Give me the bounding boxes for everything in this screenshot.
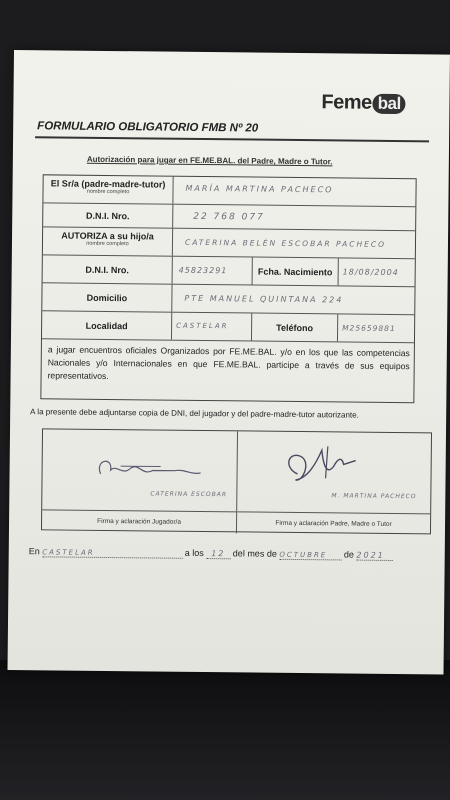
child-row [43, 227, 415, 259]
form-sheet [8, 50, 450, 675]
player-signature-icon [90, 446, 210, 487]
phone-value: M25659881 [342, 323, 396, 334]
guardian-name-value: MARÍA MARTINA PACHECO [185, 183, 334, 195]
authorization-paragraph: a jugar encuentros oficiales Organizados por FE.ME.BAL. y/o en los que las competencias Nacionales y/o Internacionales en que FE.ME.BAL. participe a través de sus equipos representativos. [47, 344, 410, 382]
de-label: de [343, 549, 354, 560]
player-printed-name: CATERINA ESCOBAR [150, 490, 228, 499]
dni-note: A la presente debe adjuntarse copia de DNI, del jugador y del padre-madre-tutor autorizante. [30, 407, 359, 420]
parent-signature-icon [277, 438, 368, 495]
month-value: OCTUBRE [279, 551, 341, 561]
guardian-label-cell [43, 175, 173, 203]
city-value-cell [172, 313, 252, 341]
signature-box [41, 428, 432, 534]
birth-value: 18/08/2004 [342, 267, 399, 278]
city-label-cell [42, 311, 172, 339]
birth-label-cell [253, 258, 339, 286]
child-name-value: CATERINA BELÉN ESCOBAR PACHECO [184, 237, 387, 249]
dni-label: D.N.I. Nro. [85, 210, 130, 222]
dni-label-cell [43, 203, 173, 227]
title-rule [35, 136, 429, 142]
form-subtitle: Autorización para jugar en FE.ME.BAL. del Padre, Madre o Tutor. [86, 154, 333, 167]
city-label: Localidad [85, 320, 128, 332]
child-dni-row [43, 255, 415, 287]
player-signature-area [42, 429, 238, 533]
city-value: CASTELAR [176, 321, 229, 331]
child-label-cell [43, 227, 173, 255]
address-row [42, 283, 414, 315]
phone-label: Teléfono [276, 322, 314, 334]
dark-background [0, 660, 450, 800]
parent-printed-name: M. MARTINA PACHECO [331, 492, 417, 501]
child-dni-value: 45823291 [178, 265, 228, 276]
del-mes-label: del mes de [232, 548, 277, 559]
form-title: FORMULARIO OBLIGATORIO FMB Nº 20 [37, 120, 259, 135]
address-value: PTE MANUEL QUINTANA 224 [184, 293, 344, 305]
dni-value: 22 768 077 [193, 211, 265, 223]
femebal-logo: Feme bal [321, 91, 406, 115]
place-value: CASTELAR [42, 548, 182, 558]
child-label: AUTORIZA a su hijo/a [61, 230, 154, 242]
parent-signature-caption: Firma y aclaración Padre, Madre o Tutor [237, 511, 430, 535]
child-sublabel: nombre completo [86, 240, 129, 248]
a-los-label: a los [184, 547, 204, 559]
birth-label: Fcha. Nacimiento [257, 266, 333, 278]
child-dni-value-cell [173, 257, 253, 285]
player-signature-caption: Firma y aclaración Jugador/a [42, 509, 236, 533]
guardian-row [43, 175, 415, 207]
year-value: 2021 [356, 551, 392, 561]
city-row [42, 311, 414, 343]
guardian-sublabel: nombre completo [86, 188, 130, 196]
address-label-cell [42, 283, 172, 311]
parent-signature-area [237, 431, 431, 535]
authorization-table [40, 174, 416, 403]
address-label: Domicilio [86, 292, 128, 304]
guardian-label: El Sr/a (padre-madre-tutor) [50, 178, 166, 190]
child-dni-label: D.N.I. Nro. [85, 264, 130, 276]
date-place-line [29, 546, 393, 561]
en-label: En [28, 546, 40, 557]
child-dni-label-cell [43, 255, 173, 283]
phone-label-cell [252, 314, 338, 342]
day-value: 12 [206, 549, 230, 559]
